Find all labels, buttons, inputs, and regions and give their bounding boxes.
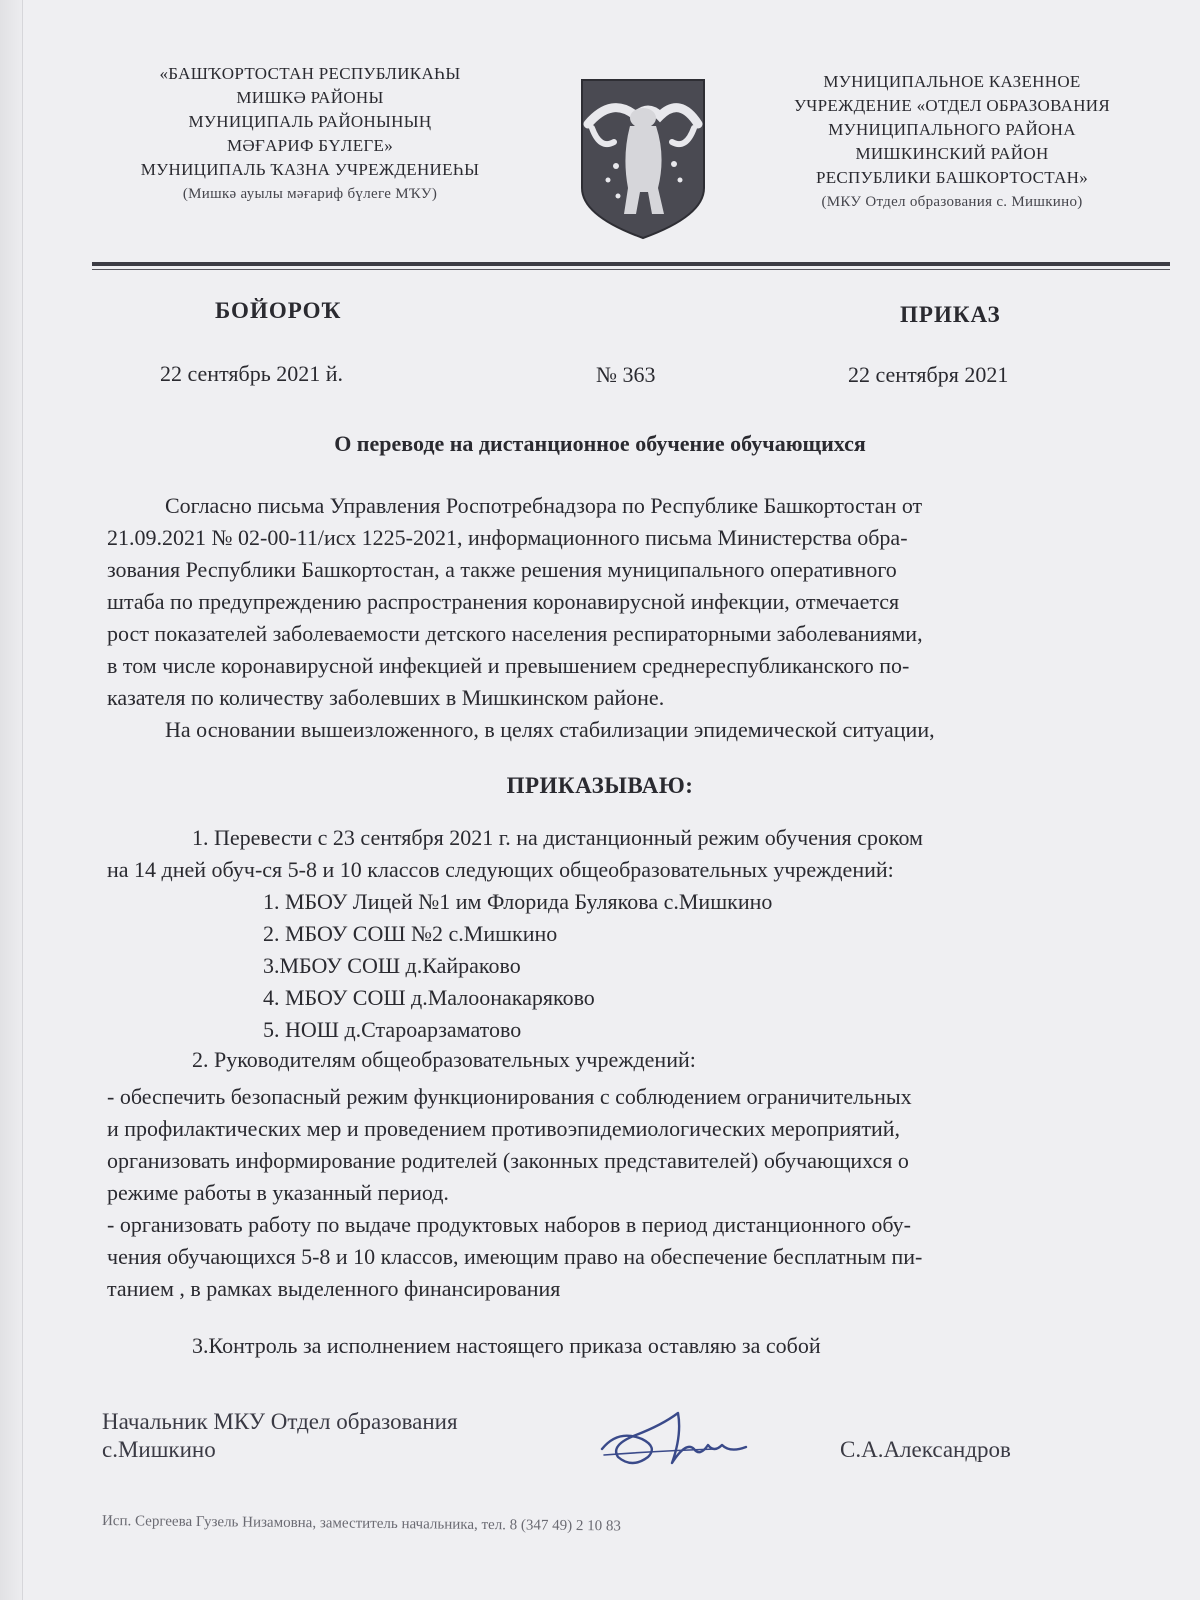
text-line: Начальник МКУ Отдел образования: [102, 1409, 458, 1434]
adjacent-page-edge: [0, 0, 23, 1600]
text-line: режиме работы в указанный период.: [107, 1180, 449, 1205]
list-item: 2. МБОУ СОШ №2 с.Мишкино: [263, 921, 558, 946]
order-item-2-dash-1: [107, 1081, 1165, 1209]
list-item: 4. МБОУ СОШ д.Малоонакаряково: [263, 985, 595, 1010]
schools-list: [263, 886, 772, 1046]
text-line: и профилактических мер и проведением противоэпидемиологических мероприятий,: [107, 1116, 900, 1141]
list-item: 5. НОШ д.Староарзаматово: [263, 1017, 522, 1042]
text-line: чения обучающихся 5-8 и 10 классов, имеющим право на обеспечение бесплатным пи-: [107, 1244, 923, 1269]
header-left-sub: (Мишкә ауылы мәғариф бүлеге МҠУ): [182, 186, 438, 202]
order-item-3: 3.Контроль за исполнением настоящего приказа оставляю за собой: [192, 1333, 821, 1358]
text-line: танием , в рамках выделенного финансирования: [107, 1276, 561, 1301]
header-left-line: МУНИЦИПАЛЬ РАЙОНЫНЫҢ: [188, 112, 432, 131]
paragraph-intro: [107, 490, 1165, 746]
order-heading: ПРИКАЗЫВАЮ:: [506, 773, 694, 798]
text-line: зования Республики Башкортостан, а также решения муниципального оперативного: [107, 557, 897, 582]
text-line: с.Мишкино: [102, 1437, 216, 1462]
executor-footer: Исп. Сергеева Гузель Низамовна, заместитель начальника, тел. 8 (347 49) 2 10 83: [101, 1513, 622, 1535]
header-left-line: МУНИЦИПАЛЬ ҠАЗНА УЧРЕЖДЕНИЕҺЫ: [140, 160, 480, 179]
doc-type-bashkir: БОЙОРОҠ: [215, 298, 342, 323]
date-bashkir: 22 сентябрь 2021 й.: [160, 361, 344, 386]
text-line: штаба по предупреждению распространения коронавирусной инфекции, отмечается: [107, 589, 900, 614]
handwritten-signature: [596, 1405, 756, 1481]
header-russian: [752, 70, 1152, 214]
header-right-line: УЧРЕЖДЕНИЕ «ОТДЕЛ ОБРАЗОВАНИЯ: [793, 96, 1111, 115]
list-item: 1. МБОУ Лицей №1 им Флорида Булякова с.Мишкино: [263, 889, 773, 914]
header-left-line: МӘҒАРИФ БҮЛЕГЕ»: [226, 136, 394, 155]
coat-of-arms-icon: [578, 76, 708, 242]
text-line: На основании вышеизложенного, в целях стабилизации эпидемической ситуации,: [165, 717, 935, 742]
header-left-line: «БАШҠОРТОСТАН РЕСПУБЛИКАҺЫ: [159, 64, 461, 83]
header-right-line: МУНИЦИПАЛЬНОГО РАЙОНА: [828, 120, 1076, 139]
date-russian: 22 сентября 2021: [848, 362, 1009, 387]
text-line: рост показателей заболеваемости детского населения респираторными заболеваниями,: [107, 621, 923, 646]
signatory-name: С.А.Александров: [840, 1437, 1011, 1462]
doc-type-russian: ПРИКАЗ: [900, 302, 1001, 327]
header-right-line: МИШКИНСКИЙ РАЙОН: [855, 144, 1049, 163]
header-bashkir: [100, 62, 520, 206]
text-line: 1. Перевести с 23 сентября 2021 г. на дистанционный режим обучения сроком: [192, 825, 923, 850]
order-item-2-dash-2: [107, 1209, 1165, 1305]
order-item-2: 2. Руководителям общеобразовательных учреждений:: [192, 1047, 696, 1072]
signatory-role: [102, 1408, 458, 1464]
header-divider: [92, 262, 1170, 266]
text-line: казателя по количеству заболевших в Мишкинском районе.: [107, 685, 665, 710]
text-line: 21.09.2021 № 02-00-11/исх 1225-2021, информационного письма Министерства обра-: [107, 525, 908, 550]
text-line: на 14 дней обуч-ся 5-8 и 10 классов следующих общеобразовательных учреждений:: [107, 857, 894, 882]
text-line: в том числе коронавирусной инфекцией и превышением среднереспубликанского по-: [107, 653, 910, 678]
header-left-line: МИШКӘ РАЙОНЫ: [236, 88, 384, 107]
header-divider-thin: [92, 269, 1170, 270]
text-line: Согласно письма Управления Роспотребнадзора по Республике Башкортостан от: [165, 493, 923, 518]
doc-title: О переводе на дистанционное обучение обучающихся: [334, 431, 866, 456]
header-right-sub: (МКУ Отдел образования с. Мишкино): [821, 194, 1083, 210]
header-right-line: РЕСПУБЛИКИ БАШКОРТОСТАН»: [815, 168, 1089, 187]
text-line: организовать информирование родителей (законных представителей) обучающихся о: [107, 1148, 909, 1173]
header-right-line: МУНИЦИПАЛЬНОЕ КАЗЕННОЕ: [823, 72, 1081, 91]
order-item-1: [107, 822, 1165, 886]
list-item: 3.МБОУ СОШ д.Кайраково: [263, 953, 521, 978]
text-line: - организовать работу по выдаче продуктовых наборов в период дистанционного обу-: [107, 1212, 912, 1237]
doc-number: № 363: [596, 362, 656, 387]
text-line: - обеспечить безопасный режим функционирования с соблюдением ограничительных: [107, 1084, 912, 1109]
